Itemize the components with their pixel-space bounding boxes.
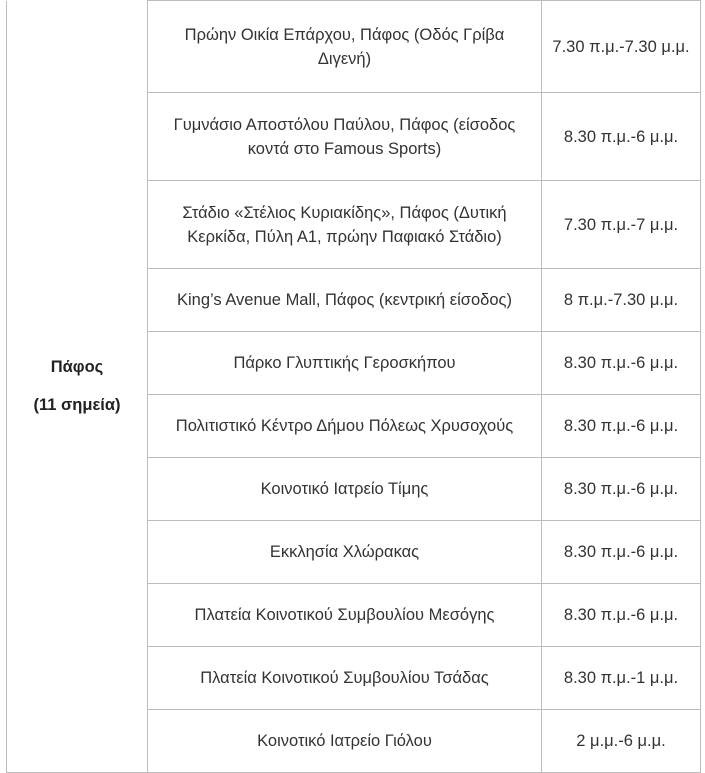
- hours-cell: 8.30 π.μ.-6 μ.μ.: [542, 521, 701, 584]
- location-cell: Πρώην Οικία Επάρχου, Πάφος (Οδός Γρίβα Διγενή): [148, 1, 542, 93]
- location-cell: Γυμνάσιο Αποστόλου Παύλου, Πάφος (είσοδος κοντά στο Famous Sports): [148, 93, 542, 181]
- hours-cell: 8.30 π.μ.-6 μ.μ.: [542, 458, 701, 521]
- location-cell: Κοινοτικό Ιατρείο Τίμης: [148, 458, 542, 521]
- hours-cell: 8 π.μ.-7.30 μ.μ.: [542, 269, 701, 332]
- table-row: [7, 1, 701, 93]
- hours-cell: 8.30 π.μ.-1 μ.μ.: [542, 647, 701, 710]
- hours-cell: 8.30 π.μ.-6 μ.μ.: [542, 332, 701, 395]
- hours-cell: 8.30 π.μ.-6 μ.μ.: [542, 93, 701, 181]
- location-cell: Πάρκο Γλυπτικής Γεροσκήπου: [148, 332, 542, 395]
- location-cell: Πλατεία Κοινοτικού Συμβουλίου Μεσόγης: [148, 584, 542, 647]
- location-cell: Στάδιο «Στέλιος Κυριακίδης», Πάφος (Δυτική Κερκίδα, Πύλη Α1, πρώην Παφιακό Στάδιο): [148, 181, 542, 269]
- location-cell: Εκκλησία Χλώρακας: [148, 521, 542, 584]
- hours-cell: 8.30 π.μ.-6 μ.μ.: [542, 584, 701, 647]
- location-cell: Κοινοτικό Ιατρείο Γιόλου: [148, 710, 542, 773]
- hours-cell: 7.30 π.μ.-7.30 μ.μ.: [542, 1, 701, 93]
- hours-cell: 2 μ.μ.-6 μ.μ.: [542, 710, 701, 773]
- region-name: Πάφος: [50, 358, 104, 377]
- region-count: (11 σημεία): [33, 396, 121, 415]
- location-cell: Πλατεία Κοινοτικού Συμβουλίου Τσάδας: [148, 647, 542, 710]
- vaccination-points-table: [6, 0, 701, 773]
- location-cell: King’s Avenue Mall, Πάφος (κεντρική είσοδος): [148, 269, 542, 332]
- hours-cell: 8.30 π.μ.-6 μ.μ.: [542, 395, 701, 458]
- hours-cell: 7.30 π.μ.-7 μ.μ.: [542, 181, 701, 269]
- region-cell: [7, 1, 148, 773]
- location-cell: Πολιτιστικό Κέντρο Δήμου Πόλεως Χρυσοχούς: [148, 395, 542, 458]
